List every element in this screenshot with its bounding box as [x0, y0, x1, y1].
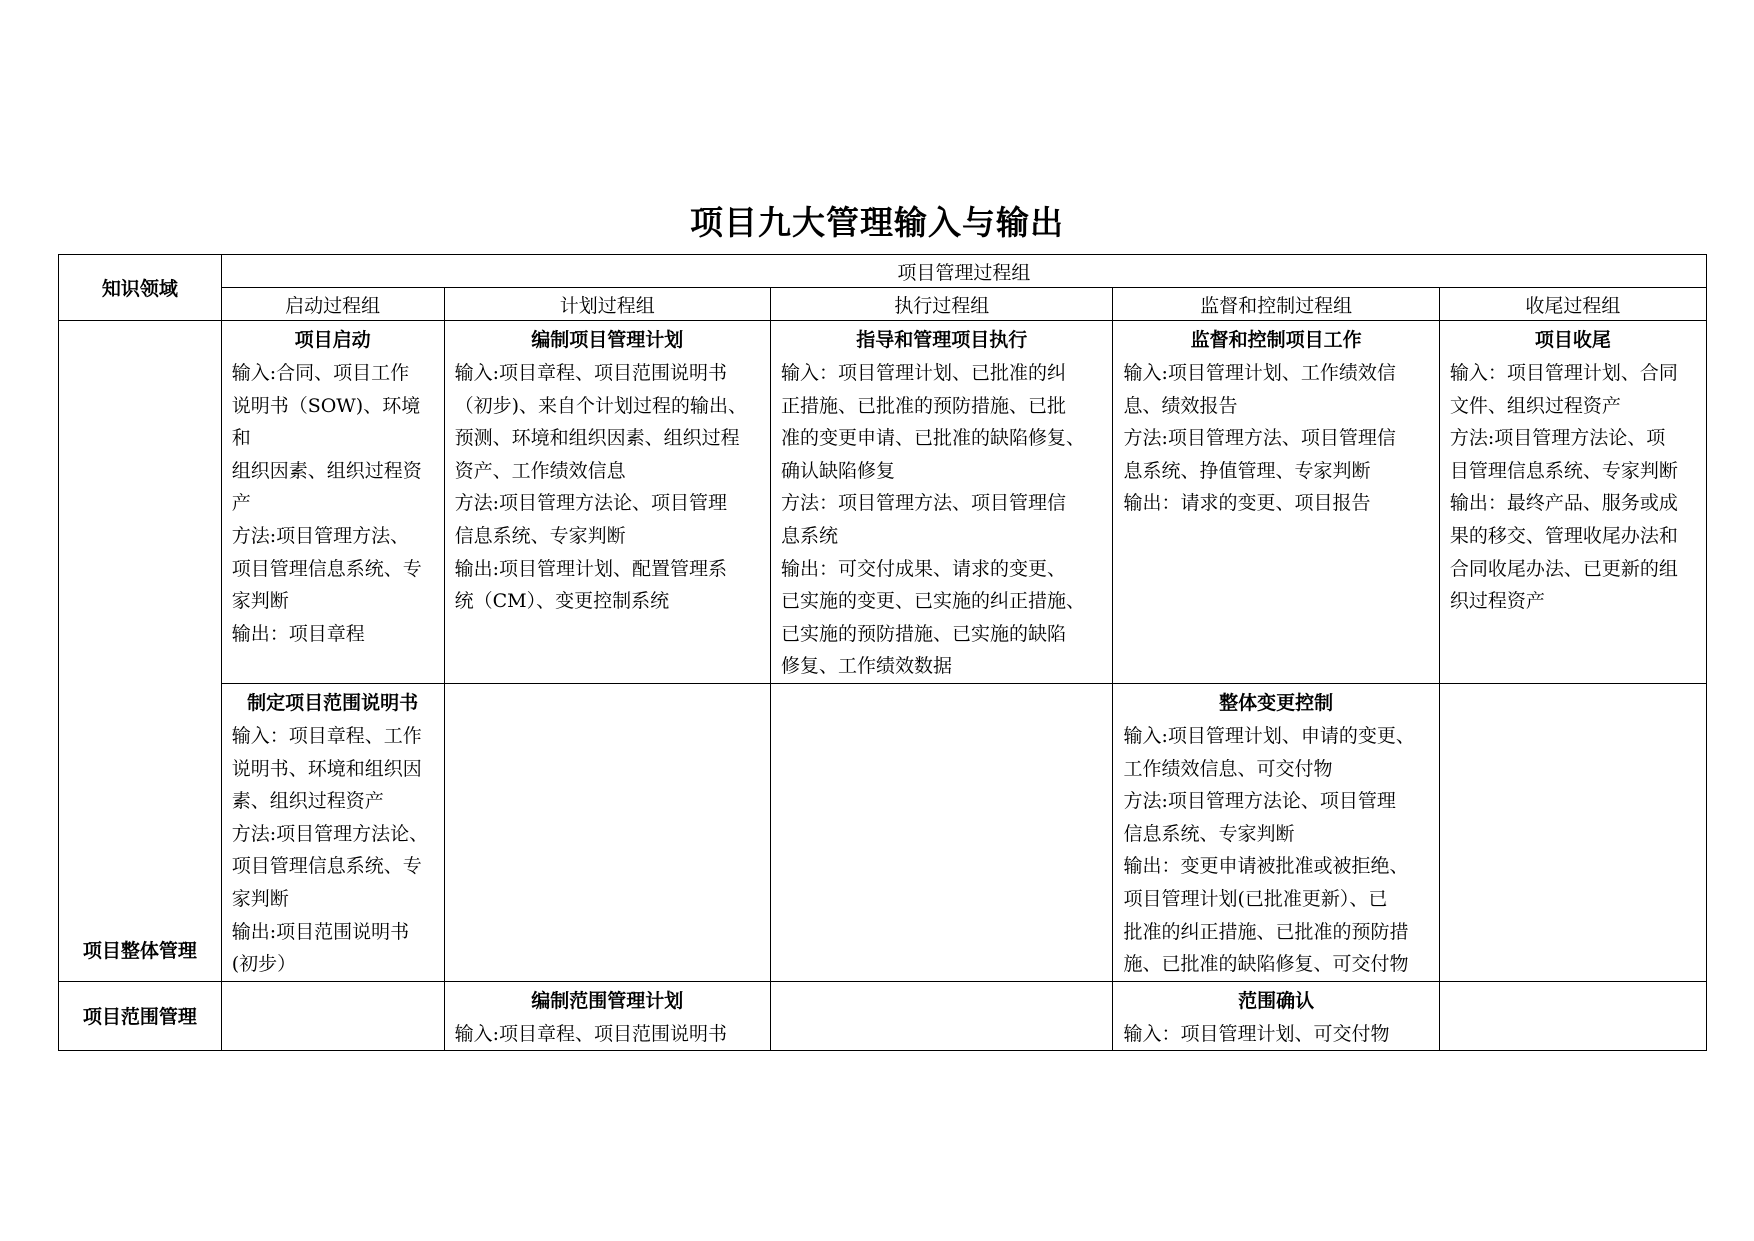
text-line: 织过程资产	[1449, 590, 1545, 613]
text-line: 输出:项目范围说明书	[231, 920, 410, 943]
process-text	[1123, 1018, 1428, 1051]
text-line: 文件、组织过程资产	[1449, 394, 1621, 417]
text-line: 方法:项目管理方法论、项目管理	[1123, 790, 1396, 813]
text-line: 项目管理信息系统、专	[231, 855, 422, 878]
text-line: 方法:项目管理方法论、项	[1449, 427, 1666, 450]
text-line: 输入：项目管理计划、合同	[1449, 362, 1678, 384]
text-line: 方法:项目管理方法论、	[231, 822, 429, 845]
text-line: 家判断	[231, 590, 289, 613]
cell-scope-initiate	[221, 981, 444, 1051]
text-line: 息、绩效报告	[1123, 394, 1238, 417]
group-header: 项目管理过程组	[221, 255, 1706, 288]
text-line: 目管理信息系统、专家判断	[1449, 459, 1678, 482]
process-name: 整体变更控制	[1219, 691, 1334, 714]
text-line: 息系统	[781, 524, 839, 547]
header-row-1	[59, 255, 1707, 288]
cell-integration-monitor-2	[1113, 683, 1439, 981]
text-line: 预测、环境和组织因素、组织过程	[454, 427, 740, 450]
text-line: 施、已批准的缺陷修复、可交付物	[1123, 953, 1409, 976]
cell-integration-plan-2	[444, 683, 770, 981]
text-line: （初步)、来自个计划过程的输出、	[454, 394, 748, 417]
text-line: 输入:项目管理计划、工作绩效信	[1123, 362, 1396, 384]
text-line: 输出：可交付成果、请求的变更、	[781, 557, 1067, 580]
cell-integration-close	[1439, 321, 1706, 684]
header-row-2	[59, 288, 1707, 321]
text-line: (初步）	[231, 953, 297, 976]
text-line: 输入：项目管理计划、已批准的纠	[781, 362, 1067, 384]
text-line: 输出：变更申请被批准或被拒绝、	[1123, 855, 1409, 878]
text-line: 输入:项目管理计划、申请的变更、	[1123, 724, 1415, 747]
text-line: 资产、工作绩效信息	[454, 459, 626, 482]
text-line: 方法:项目管理方法论、项目管理	[454, 492, 728, 515]
domain-integration	[59, 321, 222, 982]
text-line: 方法：项目管理方法、项目管理信	[781, 492, 1067, 515]
text-line: 项目管理计划(已批准更新）、已	[1123, 887, 1388, 910]
process-text	[781, 357, 1102, 683]
cell-integration-initiate-2	[221, 683, 444, 981]
cell-integration-close-2	[1439, 683, 1706, 981]
text-line: 确认缺陷修复	[781, 459, 896, 482]
process-table	[58, 254, 1707, 1051]
process-name: 监督和控制项目工作	[1190, 329, 1362, 351]
process-text	[1123, 720, 1428, 981]
text-line: 素、组织过程资产	[231, 790, 384, 813]
text-line: 统（CM）、变更控制系统	[454, 590, 670, 613]
text-line: 输入:项目章程、项目范围说明书	[454, 1022, 728, 1045]
process-text	[232, 720, 434, 981]
cell-scope-plan	[444, 981, 770, 1051]
text-line: 说明书、环境和组织因	[231, 757, 422, 780]
process-text	[1123, 357, 1428, 520]
domain-integration-label: 项目整体管理	[82, 939, 197, 962]
text-line: 修复、工作绩效数据	[781, 655, 953, 678]
cell-integration-initiate	[221, 321, 444, 684]
group-plan: 计划过程组	[444, 288, 770, 321]
domain-scope	[59, 981, 222, 1051]
text-line: 家判断	[231, 887, 289, 910]
integration-row-1	[59, 321, 1707, 684]
process-name: 项目启动	[294, 329, 371, 351]
process-text	[455, 1018, 760, 1051]
text-line: 果的移交、管理收尾办法和	[1449, 524, 1678, 547]
text-line: 息系统、挣值管理、专家判断	[1123, 459, 1371, 482]
process-text	[1450, 357, 1696, 618]
text-line: 输出：请求的变更、项目报告	[1123, 492, 1371, 515]
process-text	[455, 357, 760, 618]
text-line: 输出：项目章程	[231, 622, 365, 645]
process-name: 编制范围管理计划	[531, 989, 684, 1012]
text-line: 输入:项目章程、项目范围说明书	[454, 362, 728, 384]
text-line: 输出:项目管理计划、配置管理系	[454, 557, 728, 580]
group-execute: 执行过程组	[771, 288, 1113, 321]
text-line: 输出：最终产品、服务或成	[1449, 492, 1678, 515]
text-line: 准的变更申请、已批准的缺陷修复、	[781, 427, 1086, 450]
group-monitor: 监督和控制过程组	[1113, 288, 1439, 321]
text-line: 方法:项目管理方法、项目管理信	[1123, 427, 1396, 450]
group-close: 收尾过程组	[1439, 288, 1706, 321]
process-name: 范围确认	[1238, 989, 1315, 1012]
text-line: 产	[231, 492, 251, 515]
text-line: 说明书（SOW)、环境和	[231, 394, 421, 450]
text-line: 已实施的变更、已实施的纠正措施、	[781, 590, 1086, 613]
text-line: 合同收尾办法、已更新的组	[1449, 557, 1678, 580]
process-text	[232, 357, 434, 650]
text-line: 信息系统、专家判断	[1123, 822, 1295, 845]
domain-scope-label: 项目范围管理	[82, 1006, 197, 1029]
document-title: 项目九大管理输入与输出	[690, 203, 1064, 242]
scope-row	[59, 981, 1707, 1051]
text-line: 输入：项目章程、工作	[231, 724, 422, 747]
process-name: 制定项目范围说明书	[247, 691, 419, 714]
text-line: 正措施、已批准的预防措施、已批	[781, 394, 1067, 417]
cell-integration-plan	[444, 321, 770, 684]
text-line: 批准的纠正措施、已批准的预防措	[1123, 920, 1409, 943]
text-line: 输入：项目管理计划、可交付物	[1123, 1022, 1390, 1045]
cell-integration-execute-2	[771, 683, 1113, 981]
cell-scope-monitor	[1113, 981, 1439, 1051]
domain-header: 知识领域	[59, 255, 222, 321]
process-name: 指导和管理项目执行	[856, 329, 1028, 351]
cell-scope-execute	[771, 981, 1113, 1051]
text-line: 方法:项目管理方法、	[231, 524, 410, 547]
text-line: 输入:合同、项目工作	[231, 362, 410, 384]
process-name: 项目收尾	[1534, 329, 1611, 351]
cell-scope-close	[1439, 981, 1706, 1051]
text-line: 已实施的预防措施、已实施的缺陷	[781, 622, 1067, 645]
process-name: 编制项目管理计划	[531, 329, 684, 351]
integration-row-2	[59, 683, 1707, 981]
text-line: 组织因素、组织过程资	[231, 459, 422, 482]
cell-integration-execute	[771, 321, 1113, 684]
text-line: 工作绩效信息、可交付物	[1123, 757, 1333, 780]
text-line: 项目管理信息系统、专	[231, 557, 422, 580]
cell-integration-monitor	[1113, 321, 1439, 684]
group-initiate: 启动过程组	[221, 288, 444, 321]
text-line: 信息系统、专家判断	[454, 524, 626, 547]
